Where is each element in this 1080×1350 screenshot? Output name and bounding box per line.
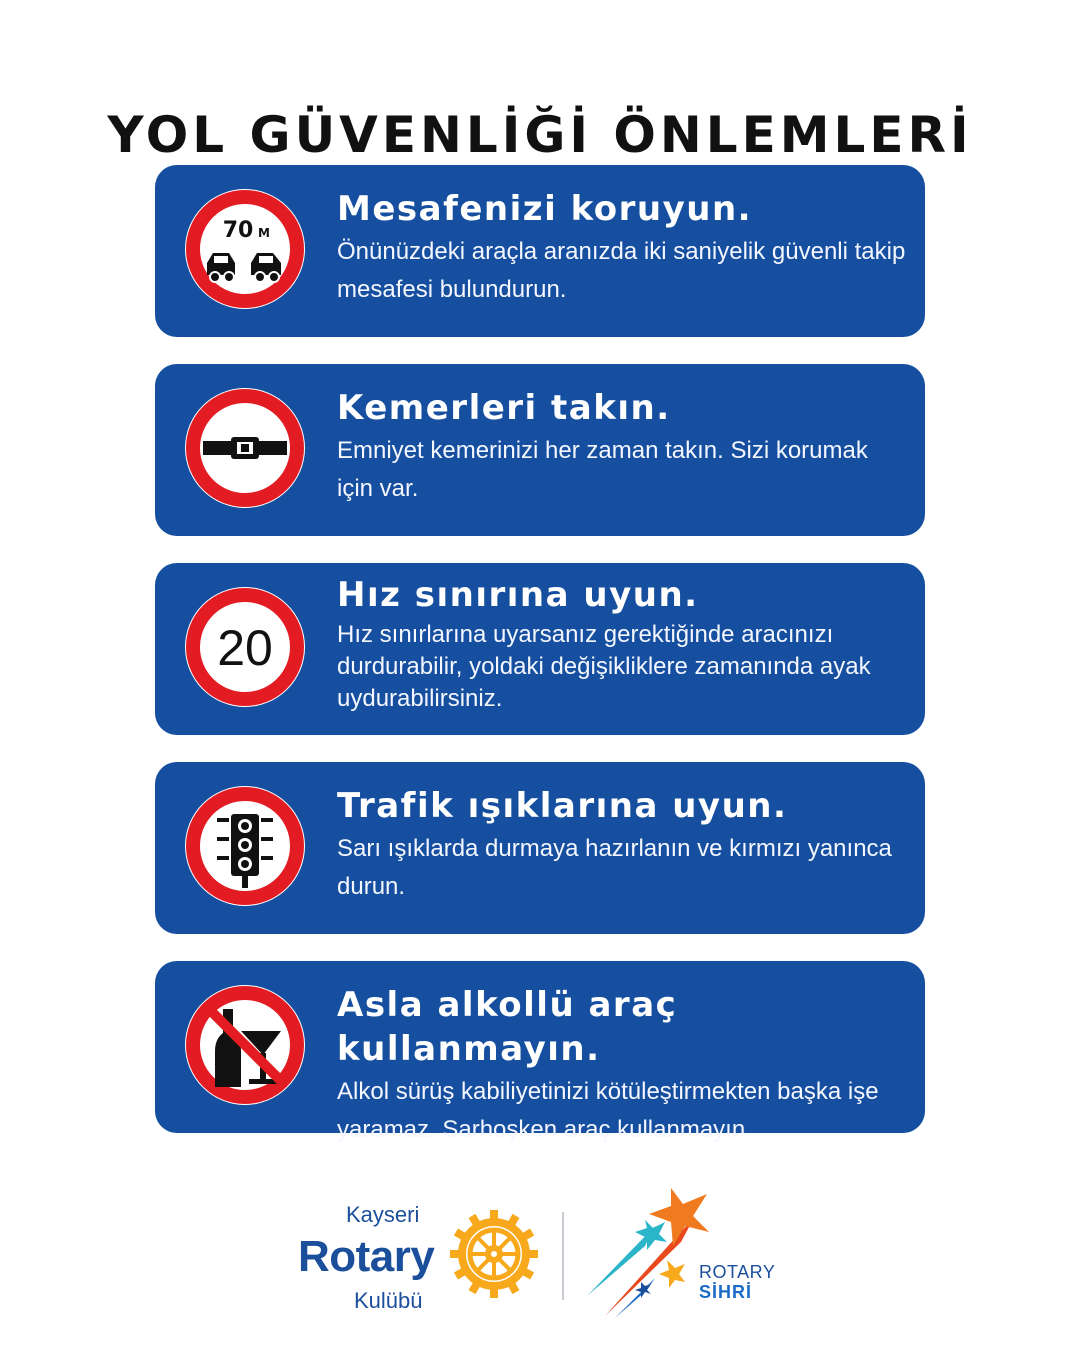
kayseri-rotary-logo: [298, 1196, 548, 1316]
card-body: Önünüzdeki araçla aranızda iki saniyelik güvenli takip mesafesi bulundurun.: [337, 238, 906, 303]
shooting-stars-icon: [585, 1186, 785, 1326]
card-seatbelt: [155, 364, 925, 536]
card-body: Sarı ışıklarda durmaya hazırlanın ve kırmızı yanınca durun.: [337, 835, 892, 900]
page-title: YOL GÜVENLİĞİ ÖNLEMLERİ: [107, 105, 973, 164]
card-body: Emniyet kemerinizi her zaman takın. Sizi korumak için var.: [337, 437, 868, 502]
logo-divider: [562, 1212, 564, 1300]
card-speed-limit: [155, 563, 925, 735]
svg-text:20: 20: [217, 620, 273, 676]
footer-logos: [0, 1180, 1080, 1330]
no-alcohol-sign-icon: [183, 983, 307, 1107]
card-heading: Hız sınırına uyun.: [337, 575, 699, 615]
card-heading: Asla alkollü araç kullanmayın.: [337, 985, 678, 1069]
sihri-bottom-text: SİHRİ: [699, 1282, 753, 1302]
card-heading: Kemerleri takın.: [337, 388, 671, 428]
card-traffic-lights: [155, 762, 925, 934]
speed-limit-sign-icon: [183, 585, 307, 709]
card-body: Alkol sürüş kabiliyetinizi kötüleştirmekten başka işe yaramaz. Sarhoşken araç kullanmayın.: [337, 1078, 879, 1143]
seatbelt-sign-icon: [183, 386, 307, 510]
card-body: Hız sınırlarına uyarsanız gerektiğinde aracınızı durdurabilir, yoldaki değişikliklere zamanında ayak uydurabilirsiniz.: [337, 621, 871, 712]
card-no-alcohol: [155, 961, 925, 1143]
traffic-light-sign-icon: [183, 784, 307, 908]
logo-rotary-text: Rotary: [298, 1232, 435, 1281]
distance-70m-sign-icon: [183, 187, 307, 311]
rotary-sihri-logo: [585, 1186, 785, 1326]
card-keep-distance: [155, 165, 925, 337]
svg-text:M: M: [258, 226, 270, 240]
card-heading: Mesafenizi koruyun.: [337, 189, 753, 229]
logo-city-text: Kayseri: [346, 1202, 420, 1227]
svg-text:70: 70: [222, 218, 254, 243]
logo-club-text: Kulübü: [354, 1288, 423, 1313]
rotary-wheel-icon: [448, 1208, 540, 1300]
card-heading: Trafik ışıklarına uyun.: [337, 786, 788, 826]
sihri-top-text: ROTARY: [699, 1262, 776, 1282]
